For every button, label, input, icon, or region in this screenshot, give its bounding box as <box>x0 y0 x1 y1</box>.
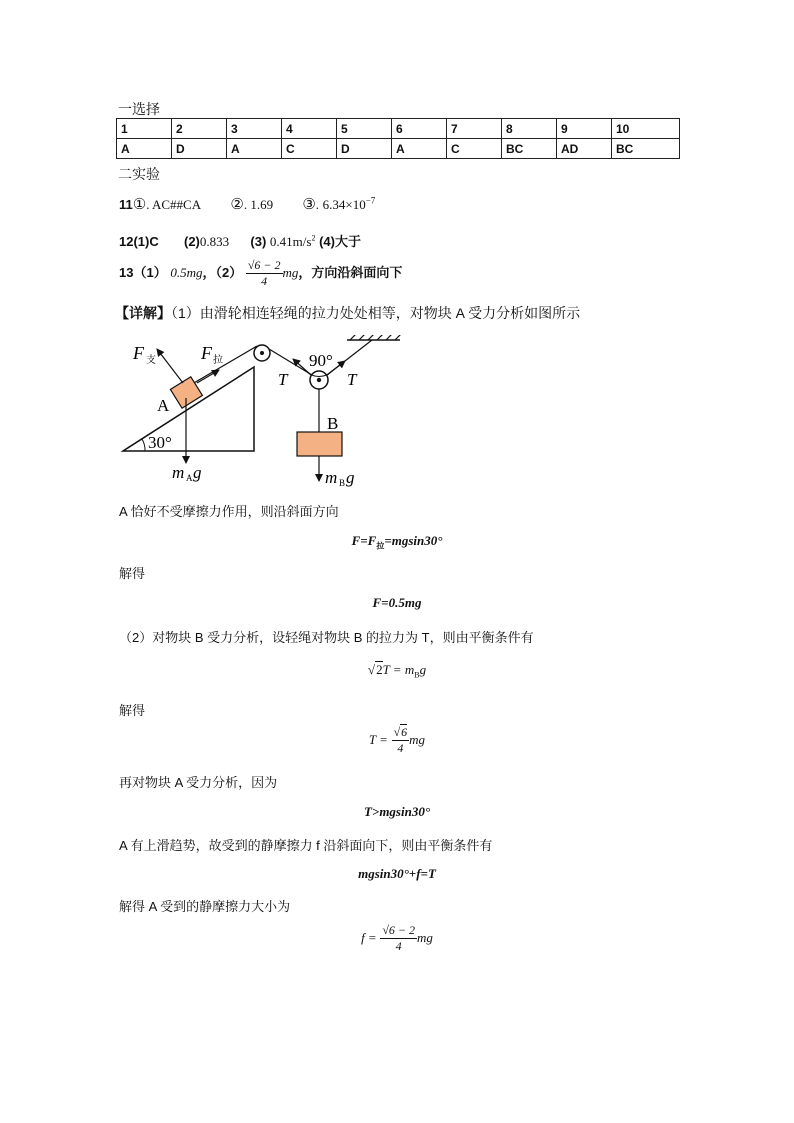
label-angle-pulley: 90° <box>309 351 333 370</box>
eq3-sub: B <box>414 670 420 680</box>
eq4-fraction: $\frac{√6}{4}$ <box>393 725 408 755</box>
q13-direction: ，方向沿斜面向下 <box>298 264 403 280</box>
eq4-den: 4 <box>397 741 404 755</box>
eq7-num: 6 − 2 <box>388 923 416 937</box>
eq1-main: F=F <box>351 533 377 548</box>
table-cell: BC <box>502 139 557 159</box>
table-cell: 5 <box>337 119 392 139</box>
table-cell: 6 <box>392 119 447 139</box>
q13-frac-den: 4 <box>261 274 268 288</box>
eq4-lhs: T = <box>368 731 388 747</box>
label-weight-a-sub: A <box>186 473 193 483</box>
solve-label-2: 解得 <box>119 703 146 718</box>
equation-6 <box>0 866 794 882</box>
text-line-5: 解得 A 受到的静摩擦力大小为 <box>119 899 291 914</box>
q11-label: 11 <box>119 197 133 212</box>
eq7-lhs: f = <box>361 929 377 945</box>
force-diagram <box>115 335 415 495</box>
circle-2: ② <box>230 196 244 213</box>
label-tension-left: T <box>278 370 288 389</box>
eq4-tail: mg <box>409 731 426 747</box>
q13-frac-tail: mg <box>282 264 299 280</box>
eq3-tail: T = m <box>382 662 415 677</box>
equation-1 <box>0 533 794 552</box>
table-cell: 8 <box>502 119 557 139</box>
label-weight-a: m <box>172 463 185 482</box>
table-cell: 9 <box>557 119 612 139</box>
circle-1: ① <box>132 196 147 213</box>
eq1-sub: 拉 <box>376 541 385 551</box>
label-tension-right: T <box>347 370 357 389</box>
table-cell: A <box>227 139 282 159</box>
equation-4 <box>0 725 794 756</box>
table-cell: C <box>282 139 337 159</box>
label-weight-b: m <box>325 468 338 487</box>
q13-fraction: $\frac{√6 - 2}{4}$ <box>247 258 281 288</box>
q12-part4: (4)大于 <box>319 234 361 249</box>
table-cell: A <box>117 139 172 159</box>
answer-table <box>116 118 680 159</box>
q12-part3-label: (3) <box>250 234 267 249</box>
eq3-root: 2 <box>376 662 383 677</box>
detail-text: （1）由滑轮相连轻绳的拉力处处相等，对物块 A 受力分析如图所示 <box>171 305 581 321</box>
table-cell: 7 <box>447 119 502 139</box>
eq2-main: F=0.5mg <box>372 595 422 610</box>
detail-label: 【详解】 <box>115 305 171 321</box>
label-block-b: B <box>327 414 339 433</box>
table-cell: 4 <box>282 119 337 139</box>
section-title-choice: 一选择 <box>118 101 160 117</box>
q12-part2-label: (2) <box>184 234 200 249</box>
q12-line <box>119 231 361 250</box>
equation-2 <box>0 595 794 611</box>
label-f-pull: F <box>201 343 212 363</box>
table-cell: D <box>337 139 392 159</box>
table-cell: 1 <box>117 119 172 139</box>
equation-7 <box>0 923 794 954</box>
q11-exponent: −7 <box>365 195 376 206</box>
q11-answer-1: . AC##CA <box>146 197 202 212</box>
q11-answer-3: 6.34×10 <box>322 197 366 212</box>
eq3-g: g <box>419 662 427 677</box>
q12-part3: 0.41m/s <box>269 234 312 249</box>
table-cell: 10 <box>612 119 680 139</box>
label-f-support-sub: 支 <box>146 355 156 366</box>
text-line-2: （2）对物块 B 受力分析，设轻绳对物块 B 的拉力为 T，则由平衡条件有 <box>119 630 534 645</box>
label-f-support: F <box>133 343 144 363</box>
circle-3: ③ <box>302 196 316 213</box>
q11-dot: . <box>315 197 320 212</box>
support-force-arrow <box>157 349 183 383</box>
equation-5 <box>0 804 794 820</box>
section-title-experiment: 二实验 <box>118 166 160 182</box>
label-block-a: A <box>157 396 170 415</box>
label-weight-b-g: g <box>346 468 355 487</box>
table-cell: AD <box>557 139 612 159</box>
table-cell: C <box>447 139 502 159</box>
table-cell: 3 <box>227 119 282 139</box>
q13-frac-num: 6 − 2 <box>254 258 281 272</box>
pull-force-arrow <box>197 370 219 383</box>
text-line-3: 再对物块 A 受力分析，因为 <box>119 775 278 790</box>
q12-label: 12(1)C <box>119 234 159 249</box>
q12-exponent: 2 <box>311 233 316 243</box>
text-line-1: A 恰好不受摩擦力作用，则沿斜面方向 <box>119 504 339 519</box>
label-f-pull-sub: 拉 <box>213 355 223 366</box>
equation-3: $√2T = m_Bg$ <box>367 662 427 680</box>
q13-label: 13（1） <box>119 264 167 280</box>
eq7-den: 4 <box>395 939 402 953</box>
text-line-4: A 有上滑趋势，故受到的静摩擦力 f 沿斜面向下，则由平衡条件有 <box>119 838 493 853</box>
q11-answer-2: . 1.69 <box>243 197 274 212</box>
solve-label-1: 解得 <box>119 566 146 581</box>
table-row-answers <box>117 139 680 159</box>
label-weight-a-g: g <box>193 463 202 482</box>
table-cell: 2 <box>172 119 227 139</box>
block-b <box>297 432 342 456</box>
label-weight-b-sub: B <box>339 478 346 488</box>
q11-line <box>119 195 375 213</box>
eq4-num: 6 <box>401 725 408 739</box>
eq6-main: mgsin30°+f=T <box>358 866 436 881</box>
table-cell: A <box>392 139 447 159</box>
q13-separator: ，（2） <box>202 264 243 280</box>
eq1-tail: =mgsin30° <box>384 533 443 548</box>
detail-line <box>115 303 580 323</box>
q12-part2: 0.833 <box>199 234 230 249</box>
q13-line <box>119 258 402 289</box>
label-angle-incline: 30° <box>148 433 172 452</box>
table-cell: D <box>172 139 227 159</box>
eq5-main: T>mgsin30° <box>363 804 431 819</box>
table-row-numbers <box>117 119 680 139</box>
q13-answer-1: 0.5mg <box>170 264 203 280</box>
eq7-fraction: $\frac{√6 - 2}{4}$ <box>382 923 416 953</box>
table-cell: BC <box>612 139 680 159</box>
eq7-tail: mg <box>417 929 433 945</box>
